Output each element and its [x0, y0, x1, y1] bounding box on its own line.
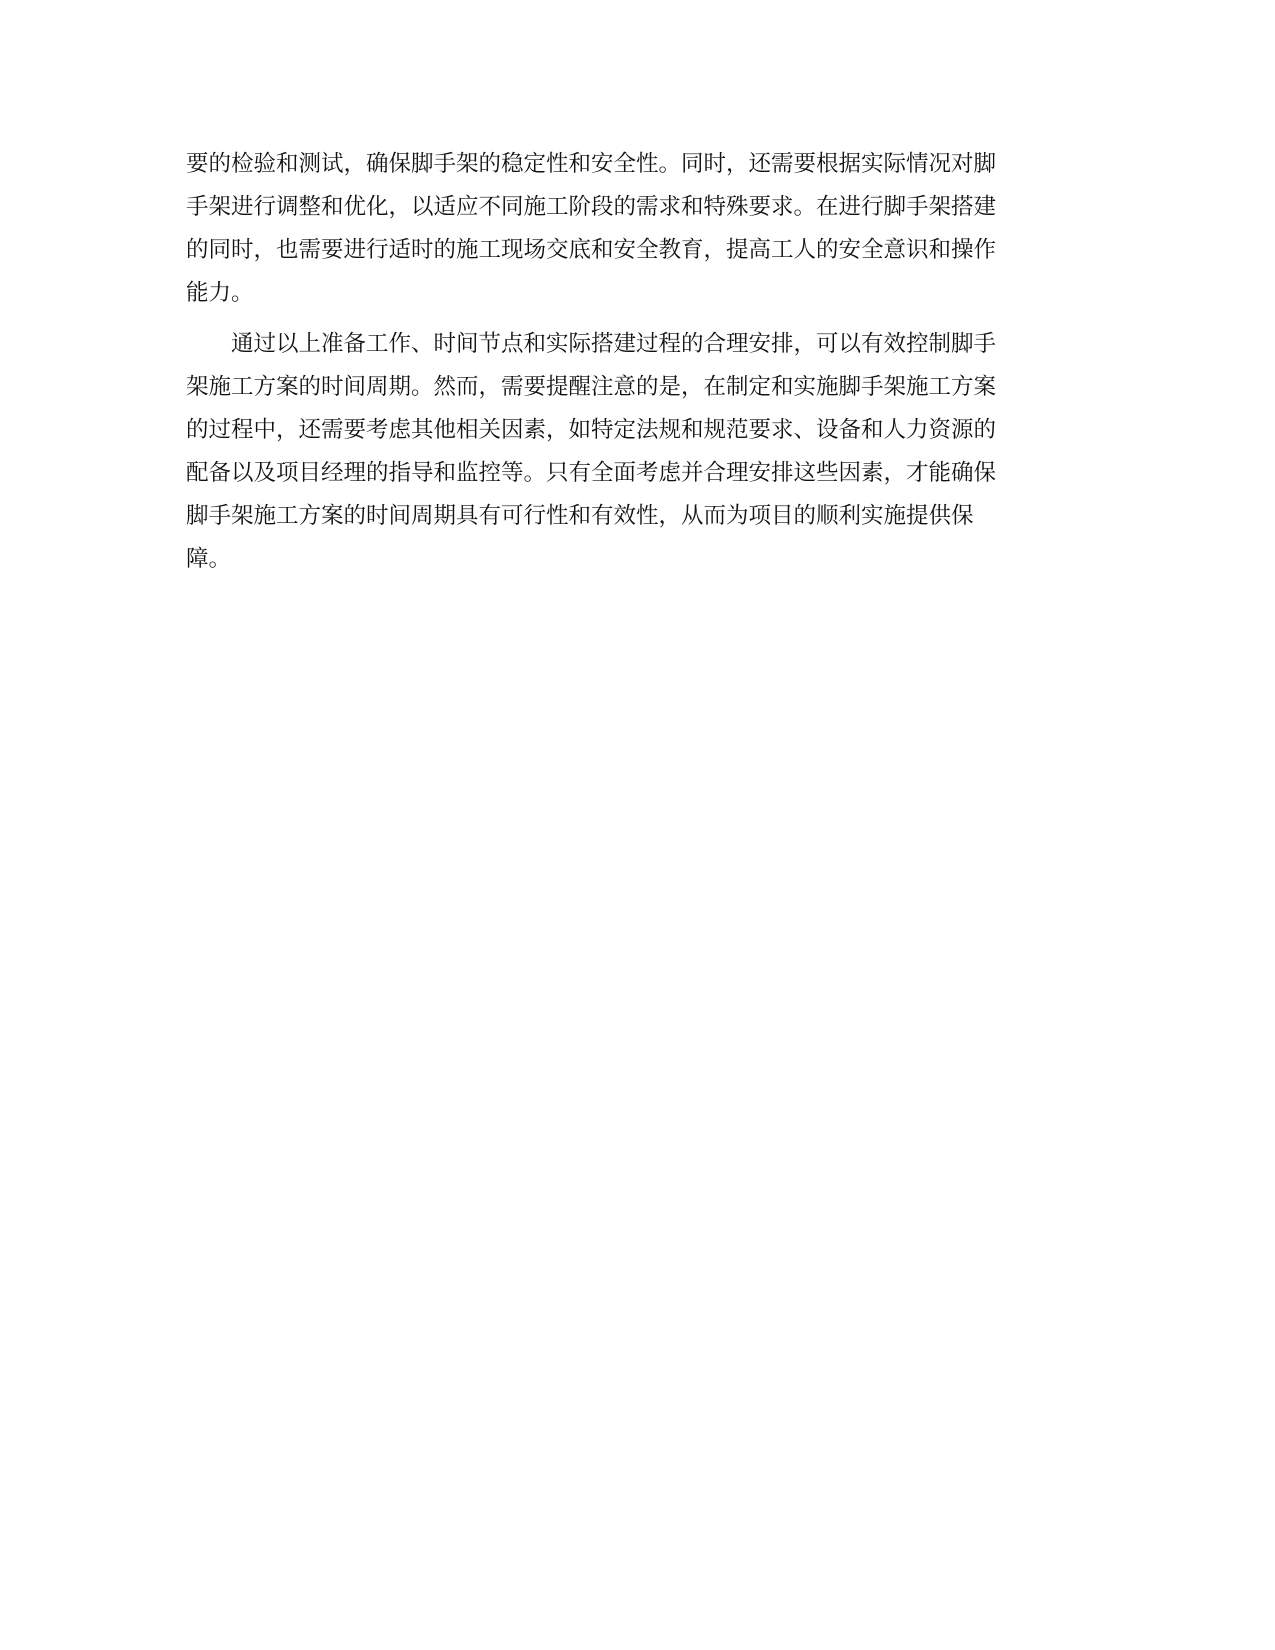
- text-line: 要的检验和测试，确保脚手架的稳定性和安全性。同时，还需要根据实际情况对脚: [186, 151, 997, 177]
- paragraph-1: [186, 143, 1086, 315]
- text-line: 手架进行调整和优化，以适应不同施工阶段的需求和特殊要求。在进行脚手架搭建: [186, 194, 997, 220]
- text-line: 配备以及项目经理的指导和监控等。只有全面考虑并合理安排这些因素，才能确保: [186, 460, 997, 486]
- text-line: 架施工方案的时间周期。然而，需要提醒注意的是，在制定和实施脚手架施工方案: [186, 374, 997, 400]
- text-line: 障。: [186, 546, 232, 572]
- text-line: 能力。: [186, 280, 254, 306]
- document-body: [186, 143, 1086, 581]
- paragraph-2: [186, 323, 1086, 581]
- text-line: 的过程中，还需要考虑其他相关因素，如特定法规和规范要求、设备和人力资源的: [186, 417, 997, 443]
- text-line: 的同时，也需要进行适时的施工现场交底和安全教育，提高工人的安全意识和操作: [186, 237, 997, 263]
- text-line: 通过以上准备工作、时间节点和实际搭建过程的合理安排，可以有效控制脚手: [231, 331, 997, 357]
- text-line: 脚手架施工方案的时间周期具有可行性和有效性，从而为项目的顺利实施提供保: [186, 503, 974, 529]
